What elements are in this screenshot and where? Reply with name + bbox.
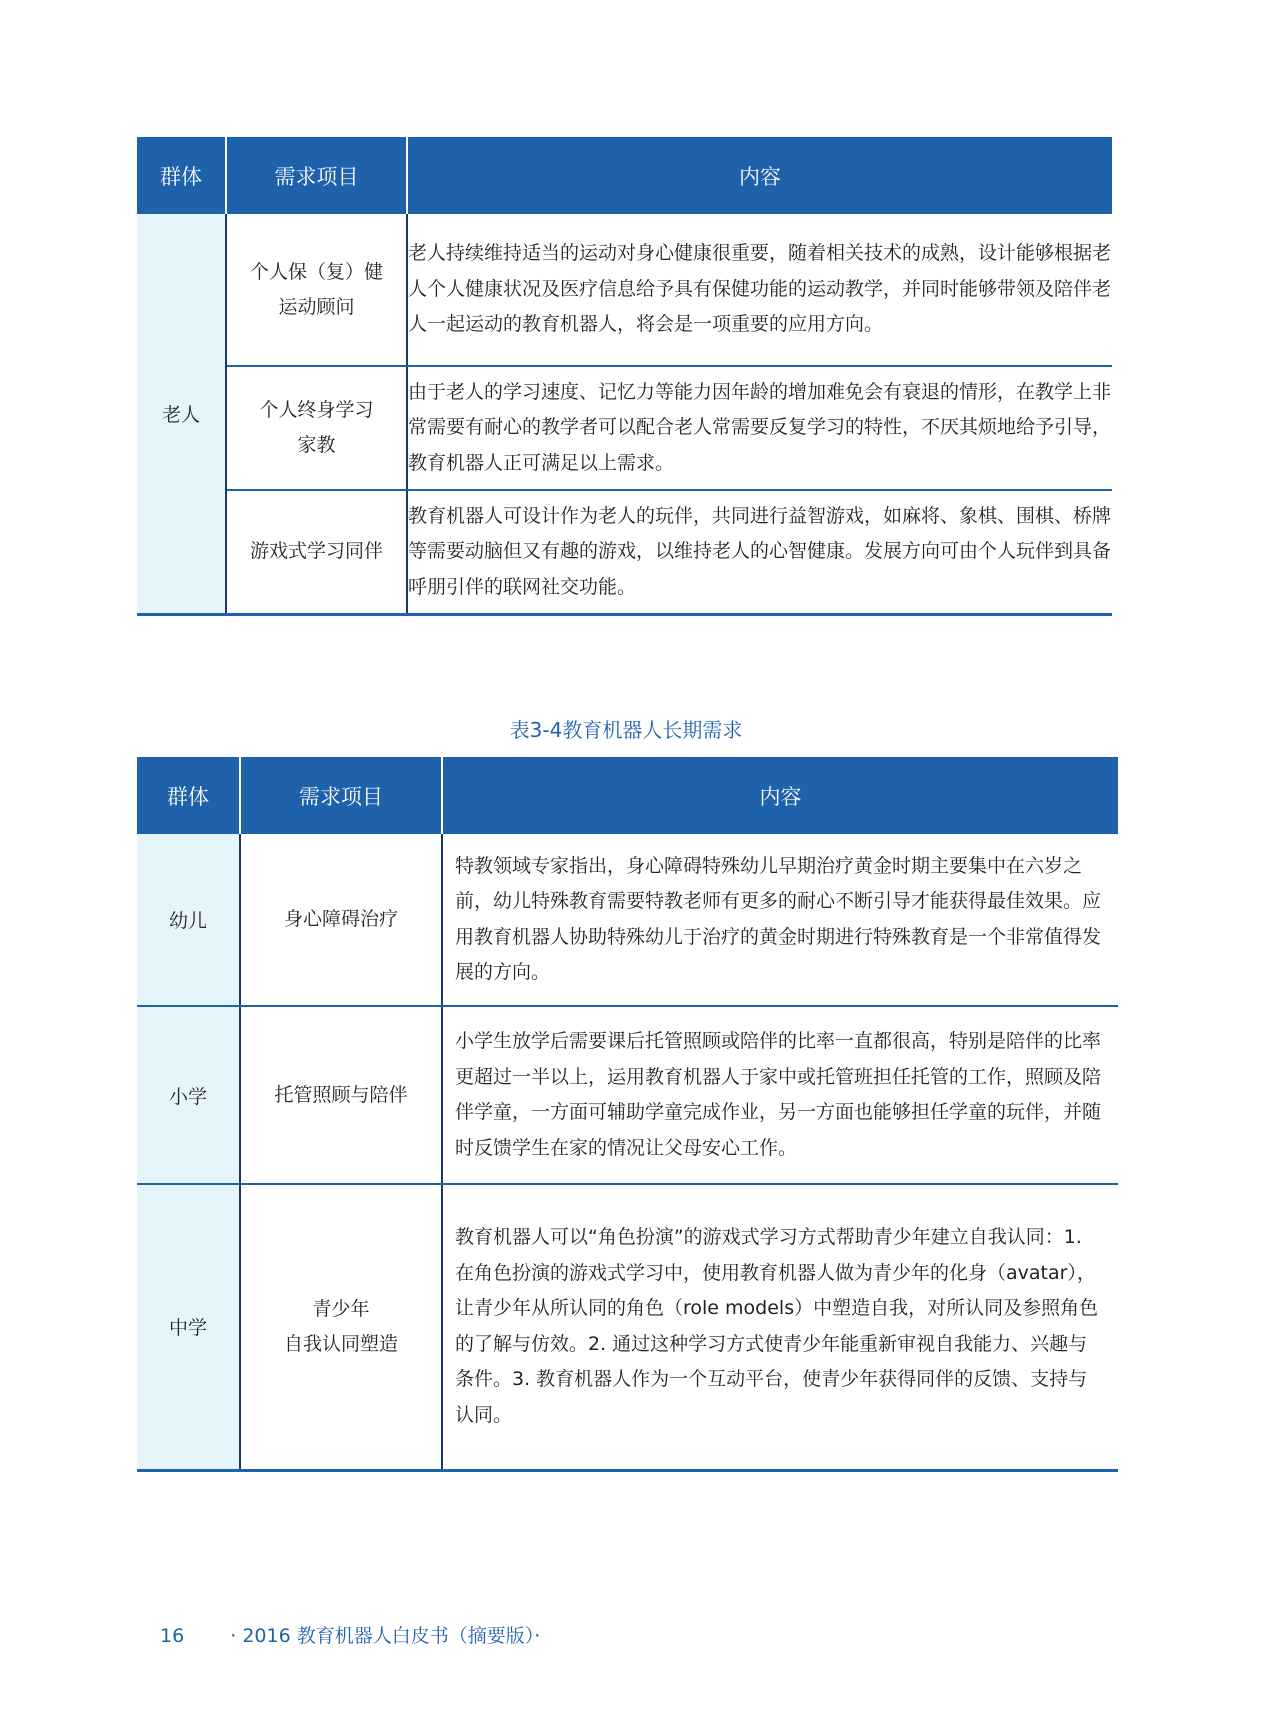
table-row <box>137 1006 1118 1184</box>
header-group: 群体 <box>137 137 226 214</box>
need-item-line: 身心障碍治疗 <box>283 908 398 930</box>
content-cell: 特教领域专家指出，身心障碍特殊幼儿早期治疗黄金时期主要集中在六岁之前，幼儿特殊教育需要特教老师有更多的耐心不断引导才能获得最佳效果。应用教育机器人协助特殊幼儿于治疗的黄金时期进行特殊教育是一个非常值得发展的方向。 <box>442 834 1118 1006</box>
need-item-cell <box>226 366 407 490</box>
table-header-row <box>137 757 1118 834</box>
content-cell: 由于老人的学习速度、记忆力等能力因年龄的增加难免会有衰退的情形，在教学上非常需要有耐心的教学者可以配合老人常需要反复学习的特性，不厌其烦地给予引导，教育机器人正可满足以上需求。 <box>407 366 1112 490</box>
table-caption: 表3-4教育机器人长期需求 <box>509 718 743 742</box>
content-cell: 教育机器人可以“角色扮演”的游戏式学习方式帮助青少年建立自我认同：1. 在角色扮演的游戏式学习中，使用教育机器人做为青少年的化身（avatar），让青少年从所认同的角色（role models）中塑造自我，对所认同及参照角色的了解与仿效。2. 通过这种学习方式使青少年能重新审视自我能力、兴趣与条件。3. 教育机器人作为一个互动平台，使青少年获得同伴的反馈、支持与认同。 <box>442 1184 1118 1470</box>
group-cell: 中学 <box>137 1184 240 1470</box>
header-content: 内容 <box>407 137 1112 214</box>
need-item-cell <box>240 834 442 1006</box>
need-item-line: 游戏式学习同伴 <box>249 540 383 563</box>
header-content: 内容 <box>442 757 1118 834</box>
long-term-needs-table <box>137 757 1118 1472</box>
need-item-line: 家教 <box>297 434 336 456</box>
elderly-needs-table <box>137 137 1112 616</box>
need-item-line: 个人保（复）健 <box>249 260 383 283</box>
table-row <box>137 366 1112 490</box>
header-need-item: 需求项目 <box>240 757 442 834</box>
table-row <box>137 1184 1118 1470</box>
need-item-cell <box>240 1006 442 1184</box>
need-item-line: 托管照顾与陪伴 <box>274 1083 408 1106</box>
header-group: 群体 <box>137 757 240 834</box>
content-cell: 小学生放学后需要课后托管照顾或陪伴的比率一直都很高，特别是陪伴的比率更超过一半以上，运用教育机器人于家中或托管班担任托管的工作，照顾及陪伴学童，一方面可辅助学童完成作业，另一方面也能够担任学童的玩伴，并随时反馈学生在家的情况让父母安心工作。 <box>442 1006 1118 1184</box>
group-cell-elderly: 老人 <box>137 214 226 614</box>
need-item-line: 运动顾问 <box>278 295 355 318</box>
table-header-row <box>137 137 1112 214</box>
page-number: 16 <box>160 1625 185 1647</box>
need-item-line: 个人终身学习 <box>259 399 374 421</box>
group-cell: 小学 <box>137 1006 240 1184</box>
content-cell: 老人持续维持适当的运动对身心健康很重要，随着相关技术的成熟，设计能够根据老人个人健康状况及医疗信息给予具有保健功能的运动教学，并同时能够带领及陪伴老人一起运动的教育机器人，将会是一项重要的应用方向。 <box>407 214 1112 366</box>
need-item-line: 青少年 <box>312 1297 370 1320</box>
group-cell: 幼儿 <box>137 834 240 1006</box>
table-row <box>137 490 1112 614</box>
header-need-item: 需求项目 <box>226 137 407 214</box>
need-item-line: 自我认同塑造 <box>283 1332 398 1355</box>
need-item-cell <box>226 490 407 614</box>
table-row <box>137 834 1118 1006</box>
need-item-cell <box>240 1184 442 1470</box>
content-cell: 教育机器人可设计作为老人的玩伴，共同进行益智游戏，如麻将、象棋、围棋、桥牌等需要动脑但又有趣的游戏，以维持老人的心智健康。发展方向可由个人玩伴到具备呼朋引伴的联网社交功能。 <box>407 490 1112 614</box>
table-row <box>137 214 1112 366</box>
footer-title: · 2016 教育机器人白皮书（摘要版）· <box>230 1625 541 1647</box>
page-footer <box>160 1621 540 1648</box>
need-item-cell <box>226 214 407 366</box>
